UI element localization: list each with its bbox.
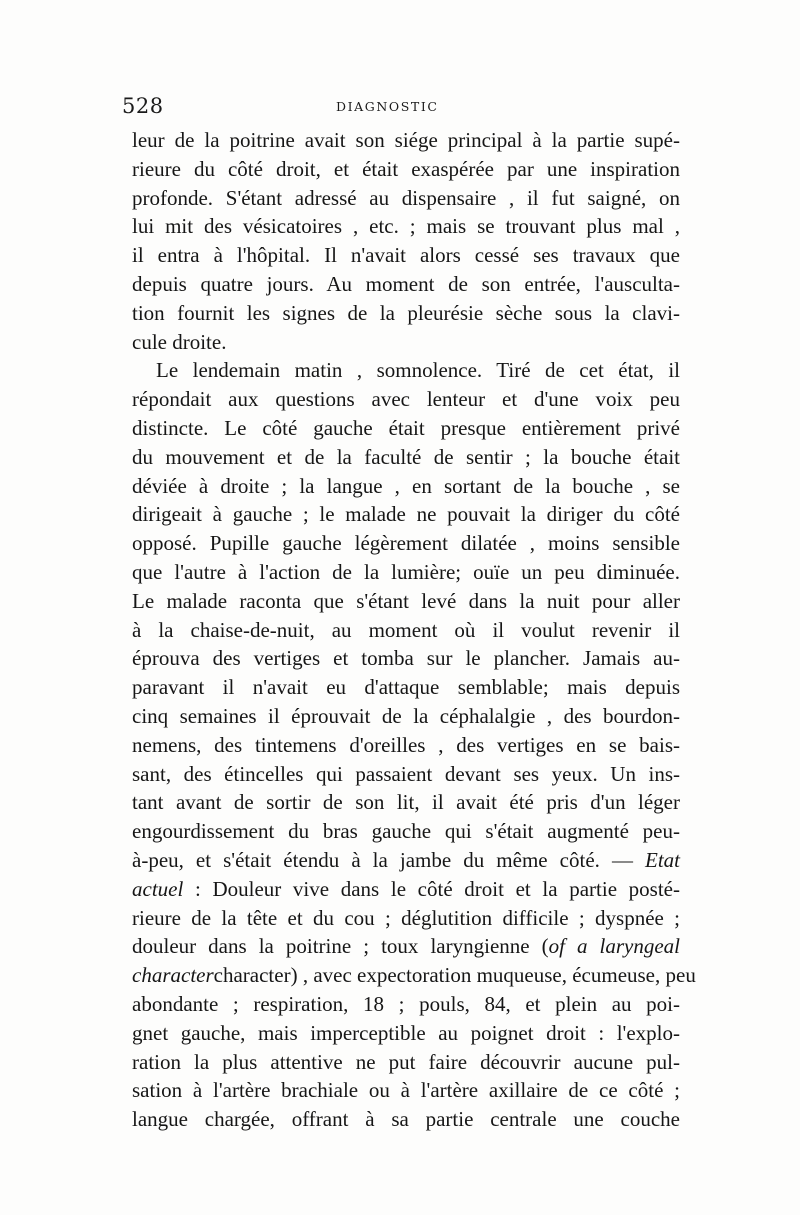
text-line: il entra à l'hôpital. Il n'avait alors cessé ses travaux que [132, 243, 680, 268]
text-line-with-italic [132, 932, 680, 961]
text-line: sant, des étincelles qui passaient devant ses yeux. Un ins- [132, 761, 680, 786]
text-line: sation à l'artère brachiale ou à l'artère axillaire de ce côté ; [132, 1078, 680, 1103]
text-line: que l'autre à l'action de la lumière; ouïe un peu diminuée. [132, 559, 680, 584]
text-line: abondante ; respiration, 18 ; pouls, 84, et plein au poi- [132, 991, 680, 1016]
text-line: gnet gauche, mais imperceptible au poignet droit : l'explo- [132, 1020, 680, 1045]
text-segment: douleur dans la poitrine ; toux laryngienne ( [132, 934, 549, 959]
text-line: ration la plus attentive ne put faire découvrir aucune pul- [132, 1049, 680, 1074]
italic-term: character [132, 963, 214, 988]
text-segment: : Douleur vive dans le côté droit et la partie posté- [183, 876, 680, 901]
text-line: distincte. Le côté gauche était presque entièrement privé [132, 415, 680, 440]
text-line: à la chaise-de-nuit, au moment où il voulut revenir il [132, 617, 680, 642]
text-line: cinq semaines il éprouvait de la céphalalgie , des bourdon- [132, 703, 680, 728]
text-line-with-italic [132, 961, 696, 990]
text-line: tion fournit les signes de la pleurésie sèche sous la clavi- [132, 300, 680, 325]
text-line-italic-start [132, 875, 680, 904]
text-line: rieure de la tête et du cou ; déglutition difficile ; dyspnée ; [132, 905, 680, 930]
text-line: leur de la poitrine avait son siége principal à la partie supé- [132, 128, 680, 152]
running-head: DIAGNOSTIC [336, 99, 439, 114]
text-segment: à-peu, et s'était étendu à la jambe du même côté. — [132, 847, 633, 872]
text-line: paravant il n'avait eu d'attaque semblable; mais depuis [132, 675, 680, 700]
page-number: 528 [122, 94, 164, 118]
text-line: depuis quatre jours. Au moment de son entrée, l'ausculta- [132, 271, 680, 296]
text-line: langue chargée, offrant à sa partie centrale une couche [132, 1107, 680, 1132]
text-line: cule droite. [132, 329, 227, 354]
text-segment: character) , avec expectoration muqueuse, écumeuse, peu [213, 963, 696, 988]
italic-term: of a laryngeal [548, 934, 680, 959]
text-line: répondait aux questions avec lenteur et d'une voix peu [132, 387, 680, 412]
text-line: du mouvement et de la faculté de sentir ; la bouche était [132, 444, 680, 469]
text-line: engourdissement du bras gauche qui s'était augmenté peu- [132, 819, 680, 844]
text-line: tant avant de sortir de son lit, il avait été pris d'un léger [132, 790, 680, 815]
text-line: Le malade raconta que s'étant levé dans la nuit pour aller [132, 588, 680, 613]
paragraph-start-line: Le lendemain matin , somnolence. Tiré de cet état, il [156, 358, 680, 383]
text-line: profonde. S'étant adressé au dispensaire , il fut saigné, on [132, 185, 680, 210]
italic-term: Etat [645, 847, 681, 872]
page-header [122, 94, 682, 124]
text-line: rieure du côté droit, et était exaspérée par une inspiration [132, 156, 680, 181]
text-line: éprouva des vertiges et tomba sur le plancher. Jamais au- [132, 646, 680, 671]
text-line: dirigeait à gauche ; le malade ne pouvait la diriger du côté [132, 502, 680, 527]
text-line: opposé. Pupille gauche légèrement dilatée , moins sensible [132, 531, 680, 556]
body-text [132, 126, 696, 1134]
text-line: déviée à droite ; la langue , en sortant de la bouche , se [132, 473, 680, 498]
italic-term: actuel [132, 876, 184, 901]
text-line: lui mit des vésicatoires , etc. ; mais se trouvant plus mal , [132, 214, 680, 239]
text-line: nemens, des tintemens d'oreilles , des vertiges en se bais- [132, 732, 680, 757]
text-line-with-italic [132, 846, 680, 875]
